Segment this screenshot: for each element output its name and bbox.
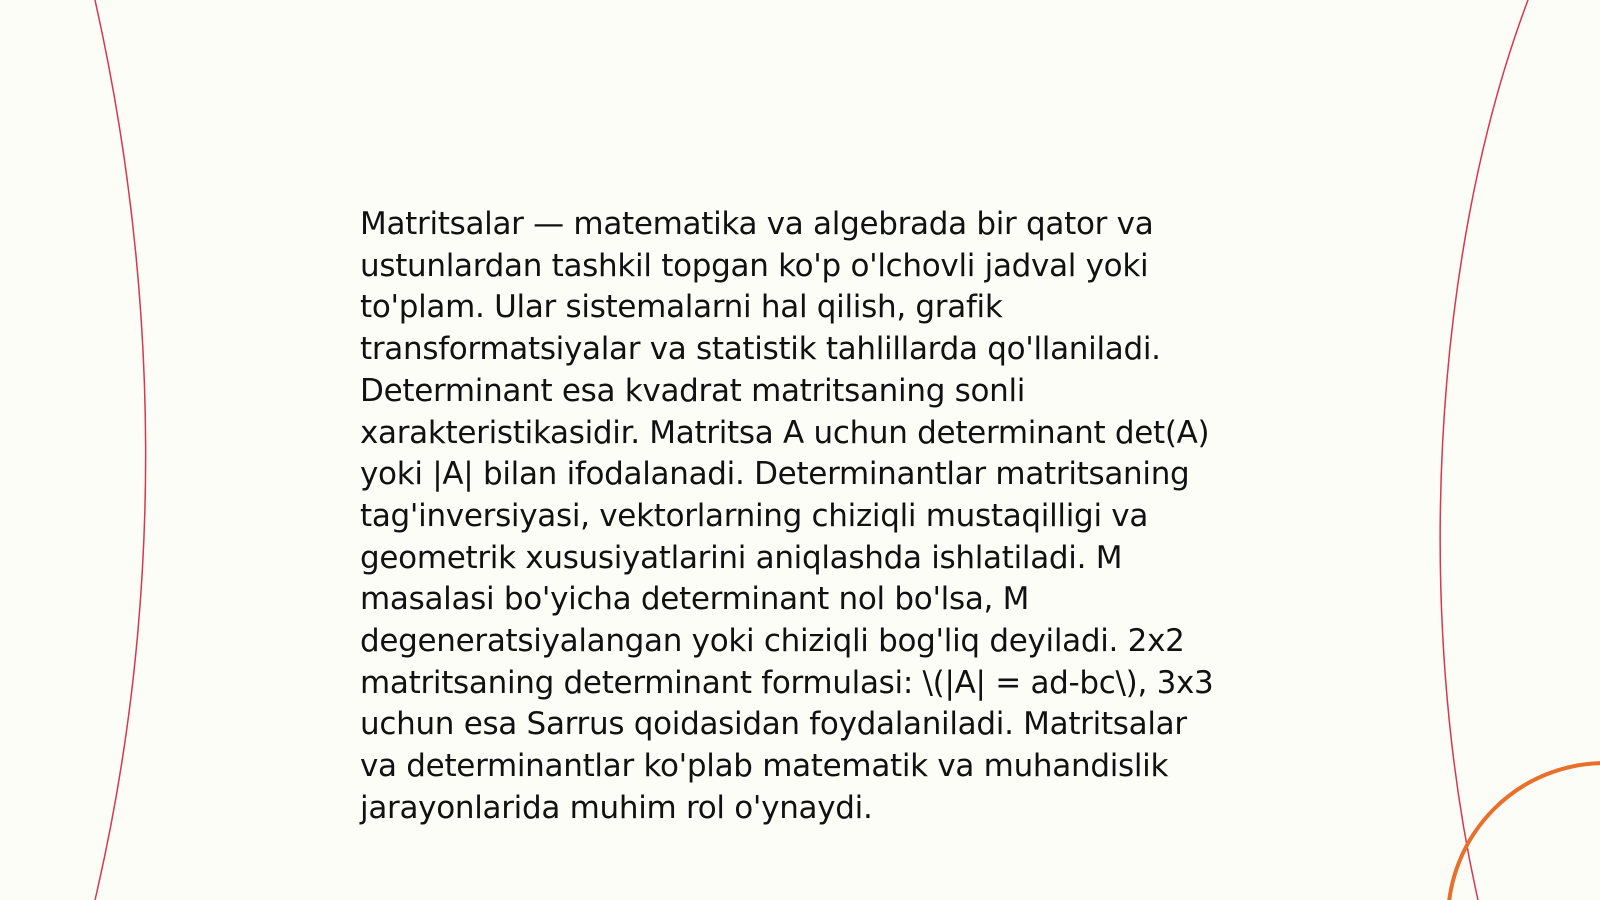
right-curve bbox=[1440, 0, 1528, 900]
left-curve bbox=[95, 0, 146, 900]
slide-body-text: Matritsalar — matematika va algebrada bir qator va ustunlardan tashkil topgan ko'p o'lchovli jadval yoki to'plam. Ular sistemalarni hal qilish, grafik transformatsiyalar va statistik tahlillarda qo'llaniladi. Determinant esa kvadrat matritsaning sonli xarakteristikasidir. Matritsa A uchun determinant det(A) yoki |A| bilan ifodalanadi. Determinantlar matritsaning tag'inversiyasi, vektorlarning chiziqli mustaqilligi va geometrik xususiyatlarini aniqlashda ishlatiladi. M masalasi bo'yicha determinant nol bo'lsa, M degeneratsiyalangan yoki chiziqli bog'liq deyiladi. 2x2 matritsaning determinant formulasi: \(|A| = ad-bc\), 3x3 uchun esa Sarrus qoidasidan foydalaniladi. Matritsalar va determinantlar ko'plab matematik va muhandislik jarayonlarida muhim rol o'ynaydi. bbox=[360, 206, 1214, 826]
accent-arc bbox=[1448, 763, 1600, 900]
